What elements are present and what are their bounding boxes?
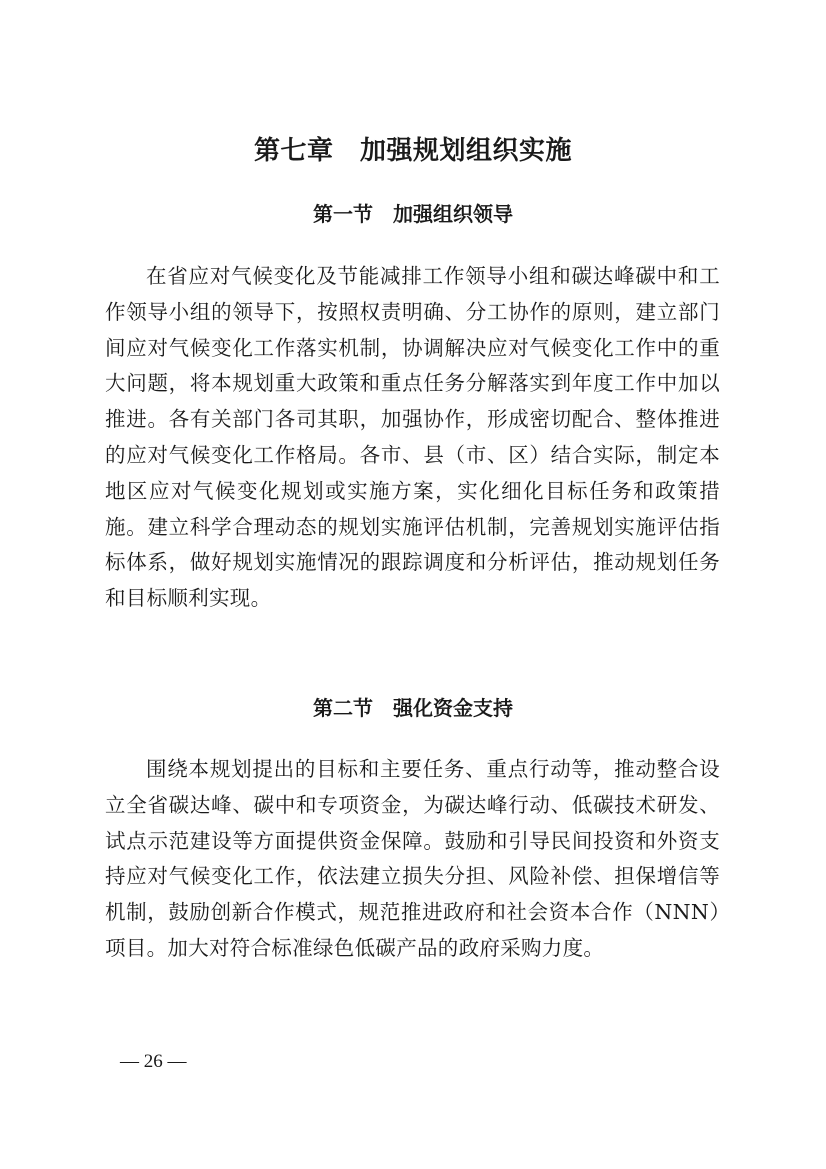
section-title-2: 第二节 强化资金支持 — [313, 696, 513, 720]
section-title-1: 第一节 加强组织领导 — [313, 202, 513, 226]
section-1-paragraph: 在省应对气候变化及节能减排工作领导小组和碳达峰碳中和工作领导小组的领导下，按照权责明确、分工协作的原则，建立部门间应对气候变化工作落实机制，协调解决应对气候变化工作中的重大问题，将本规划重大政策和重点任务分解落实到年度工作中加以推进。各有关部门各司其职，加强协作，形成密切配合、整体推进的应对气候变化工作格局。各市、县（市、区）结合实际，制定本地区应对气候变化规划或实施方案，实化细化目标任务和政策措施。建立科学合理动态的规划实施评估机制，完善规划实施评估指标体系，做好规划实施情况的跟踪调度和分析评估，推动规划任务和目标顺利实现。 — [105, 264, 720, 611]
section-2-paragraph: 围绕本规划提出的目标和主要任务、重点行动等，推动整合设立全省碳达峰、碳中和专项资金，为碳达峰行动、低碳技术研发、试点示范建设等方面提供资金保障。鼓励和引导民间投资和外资支持应对气候变化工作，依法建立损失分担、风险补偿、担保增信等机制，鼓励创新合作模式，规范推进政府和社会资本合作（NNN）项目。加大对符合标准绿色低碳产品的政府采购力度。 — [105, 757, 720, 960]
chapter-title: 第七章 加强规划组织实施 — [253, 136, 572, 166]
page-number: — 26 — — [120, 1051, 187, 1072]
